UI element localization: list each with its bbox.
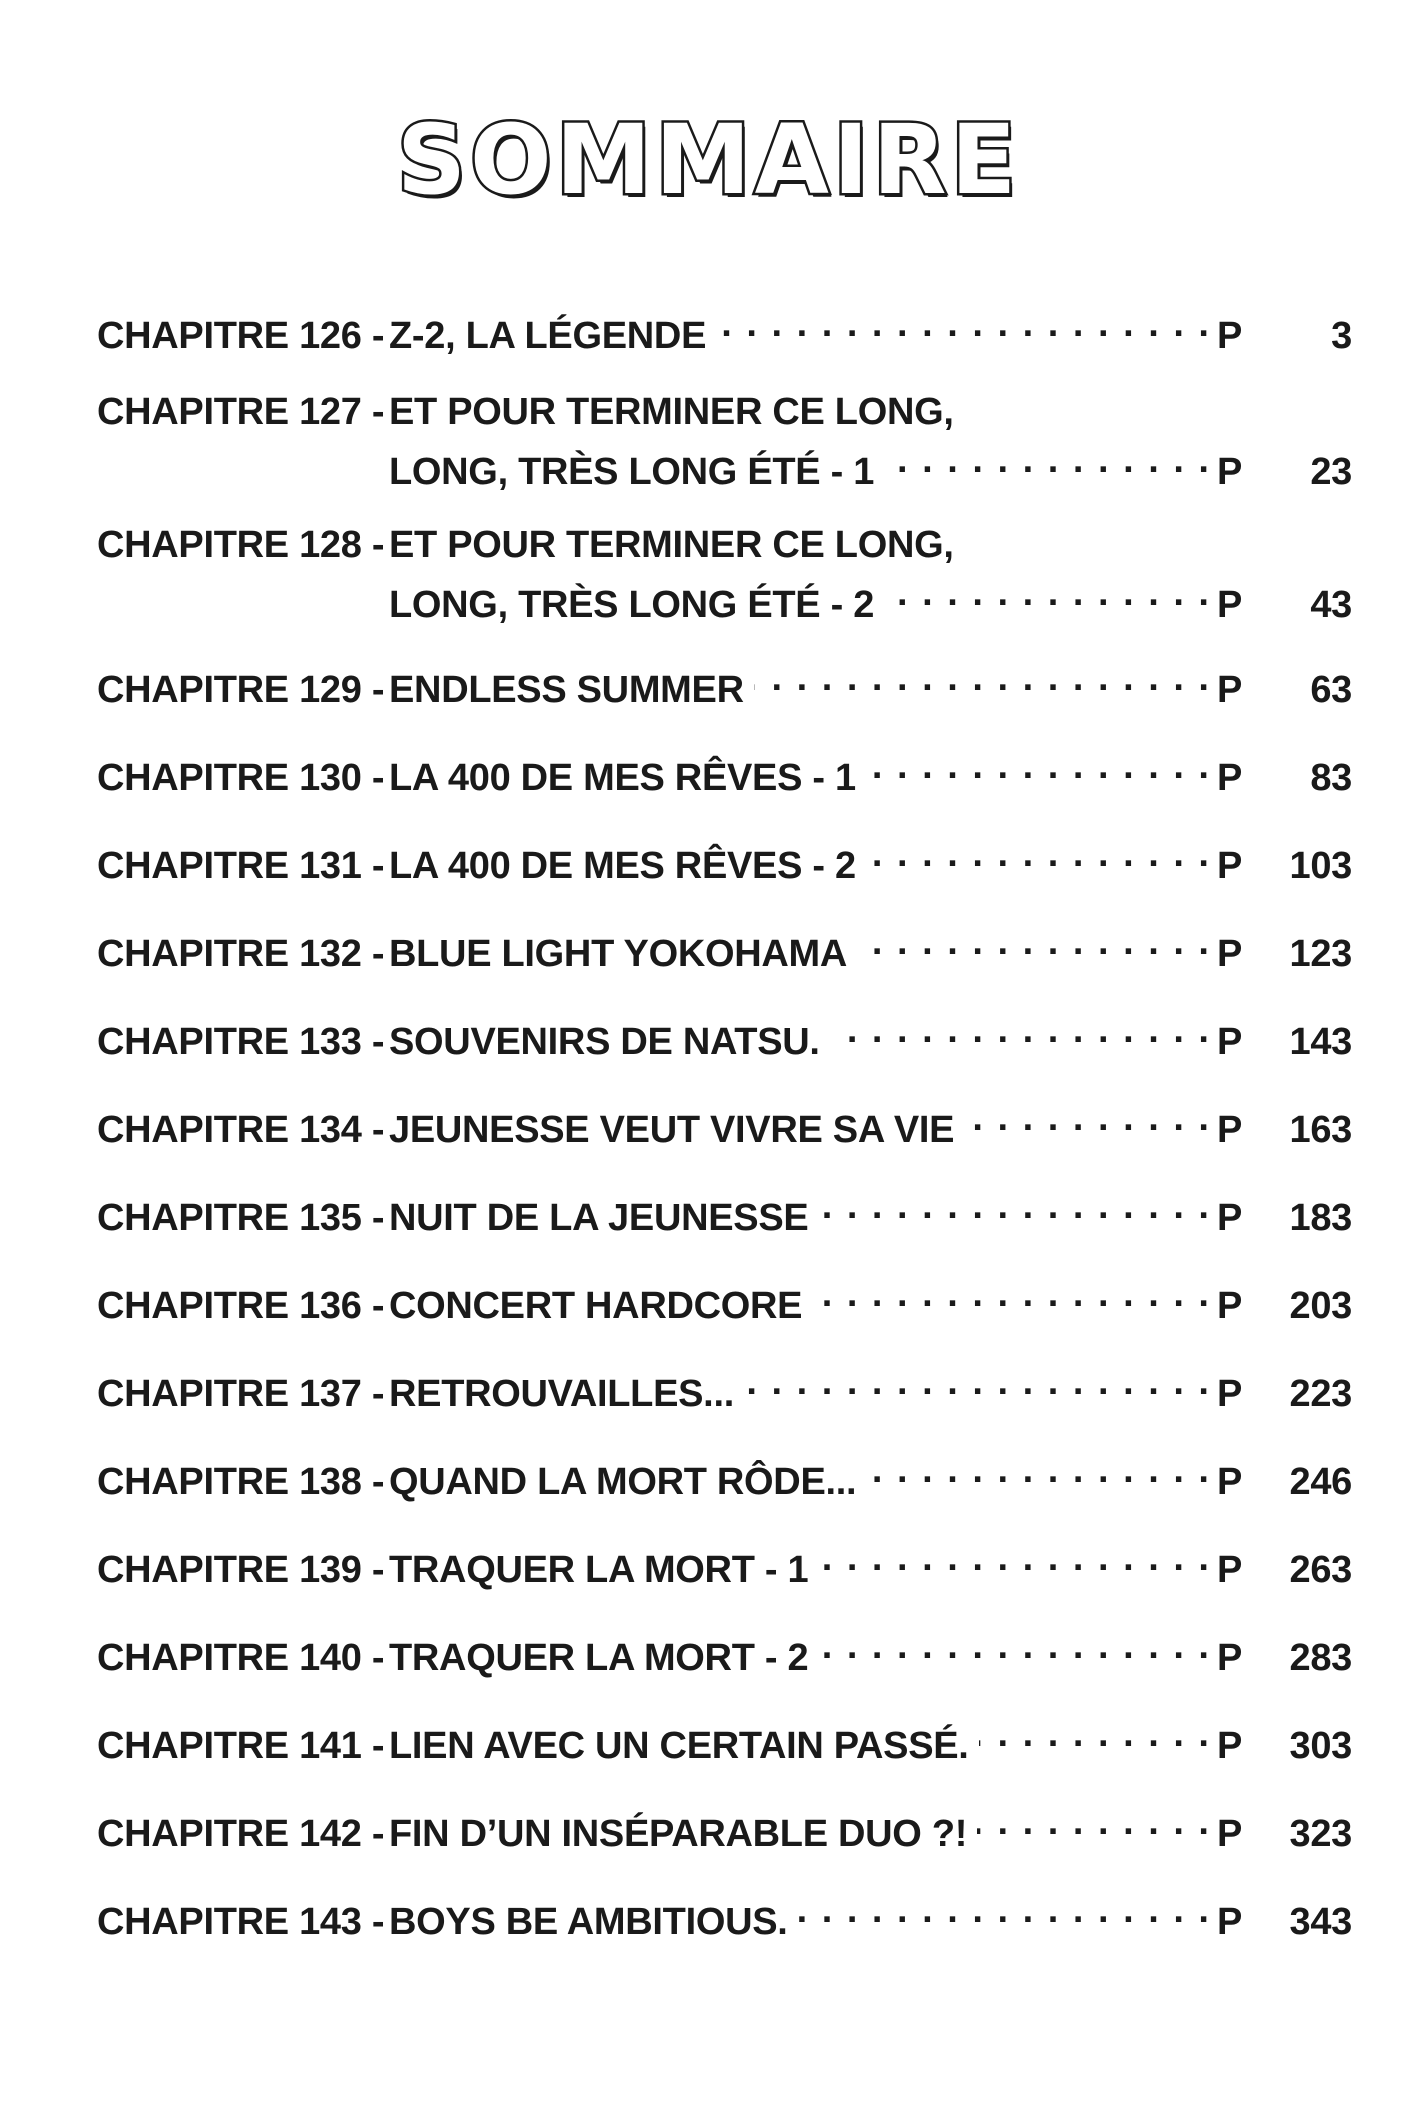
chapter-number: CHAPITRE 139 - (97, 1549, 385, 1591)
chapter-title: NUIT DE LA JEUNESSE (389, 1197, 809, 1239)
chapter-number: CHAPITRE 128 - (97, 524, 385, 566)
page-title: SOMMAIRE (396, 104, 1021, 216)
toc-entry-line (97, 1622, 1352, 1679)
chapter-title: JEUNESSE VEUT VIVRE SA VIE (389, 1109, 955, 1151)
chapter-title: TRAQUER LA MORT - 1 (389, 1549, 809, 1591)
chapter-title: FIN D’UN INSÉPARABLE DUO ?! (389, 1813, 968, 1855)
page-marker: P (1217, 1373, 1243, 1415)
chapter-number: CHAPITRE 131 - (97, 845, 385, 887)
chapter-number: CHAPITRE 135 - (97, 1197, 385, 1239)
dot-leader (818, 1182, 1211, 1230)
dot-leader (857, 918, 1211, 966)
dot-leader (884, 436, 1211, 484)
chapter-number: CHAPITRE 141 - (97, 1725, 385, 1767)
toc-entry-line (97, 1270, 1352, 1327)
chapter-number: CHAPITRE 142 - (97, 1813, 385, 1855)
toc-entry (97, 1446, 1352, 1534)
toc-entry (97, 521, 1352, 654)
dot-leader (866, 742, 1211, 790)
page-number: 3 (1331, 315, 1352, 357)
dot-leader (812, 1270, 1211, 1318)
toc-entry-line (97, 742, 1352, 799)
chapter-title: CONCERT HARDCORE (389, 1285, 803, 1327)
chapter-number: CHAPITRE 134 - (97, 1109, 385, 1151)
page-marker: P (1217, 451, 1243, 493)
dot-leader (964, 1094, 1211, 1142)
toc-entry-line (97, 388, 1352, 436)
page-number: 223 (1289, 1373, 1352, 1415)
toc-entry (97, 918, 1352, 1006)
page-marker: P (1217, 584, 1243, 626)
toc-entry-line (97, 1446, 1352, 1503)
dot-leader (884, 569, 1211, 617)
page-marker: P (1217, 315, 1243, 357)
chapter-title: ENDLESS SUMMER (389, 669, 744, 711)
chapter-title: QUAND LA MORT RÔDE... (389, 1461, 857, 1503)
chapter-title: LA 400 DE MES RÊVES - 1 (389, 757, 856, 799)
chapter-number: CHAPITRE 132 - (97, 933, 385, 975)
table-of-contents (97, 300, 1352, 1974)
toc-entry-line (97, 436, 1352, 493)
page-marker: P (1217, 669, 1243, 711)
page-number: 83 (1310, 757, 1352, 799)
page-number: 203 (1289, 1285, 1352, 1327)
dot-leader (818, 1534, 1211, 1582)
toc-entry-line (97, 1886, 1352, 1943)
toc-entry-line (97, 521, 1352, 569)
page-marker: P (1217, 1725, 1243, 1767)
page-number: 103 (1289, 845, 1352, 887)
chapter-title: ET POUR TERMINER CE LONG, (389, 391, 954, 433)
page-number: 343 (1289, 1901, 1352, 1943)
page-marker: P (1217, 1109, 1243, 1151)
page-marker: P (1217, 1549, 1243, 1591)
toc-entry-line (97, 1534, 1352, 1591)
toc-entry-line (97, 1006, 1352, 1063)
toc-entry-line (97, 918, 1352, 975)
page-number: 143 (1289, 1021, 1352, 1063)
page-marker: P (1217, 1901, 1243, 1943)
toc-entry (97, 1886, 1352, 1974)
page-marker: P (1217, 757, 1243, 799)
chapter-title: RETROUVAILLES... (389, 1373, 734, 1415)
chapter-title: Z-2, LA LÉGENDE (389, 315, 707, 357)
chapter-number: CHAPITRE 140 - (97, 1637, 385, 1679)
page-number: 123 (1289, 933, 1352, 975)
toc-entry (97, 1270, 1352, 1358)
dot-leader (716, 300, 1211, 348)
page-number: 283 (1289, 1637, 1352, 1679)
chapter-title: ET POUR TERMINER CE LONG, (389, 524, 954, 566)
chapter-title: LIEN AVEC UN CERTAIN PASSÉ. (389, 1725, 969, 1767)
chapter-number: CHAPITRE 137 - (97, 1373, 385, 1415)
toc-entry-line (97, 1710, 1352, 1767)
page-number: 23 (1310, 451, 1352, 493)
toc-entry-line (97, 300, 1352, 357)
dot-leader (798, 1886, 1211, 1934)
toc-entry (97, 1182, 1352, 1270)
toc-entry (97, 300, 1352, 388)
chapter-number: CHAPITRE 126 - (97, 315, 385, 357)
chapter-number: CHAPITRE 138 - (97, 1461, 385, 1503)
dot-leader (818, 1622, 1211, 1670)
chapter-number: CHAPITRE 133 - (97, 1021, 385, 1063)
toc-entry (97, 1006, 1352, 1094)
chapter-title: LA 400 DE MES RÊVES - 2 (389, 845, 856, 887)
chapter-number: CHAPITRE 143 - (97, 1901, 385, 1943)
page-marker: P (1217, 1813, 1243, 1855)
toc-entry (97, 388, 1352, 521)
toc-entry (97, 830, 1352, 918)
toc-entry-line (97, 1182, 1352, 1239)
toc-entry-line (97, 1094, 1352, 1151)
dot-leader (754, 654, 1211, 702)
toc-entry-line (97, 569, 1352, 626)
dot-leader (866, 1446, 1211, 1494)
chapter-number: CHAPITRE 129 - (97, 669, 385, 711)
page-marker: P (1217, 1461, 1243, 1503)
toc-entry (97, 1798, 1352, 1886)
chapter-number: CHAPITRE 127 - (97, 391, 385, 433)
dot-leader (977, 1798, 1211, 1846)
chapter-title: TRAQUER LA MORT - 2 (389, 1637, 809, 1679)
page-marker: P (1217, 1021, 1243, 1063)
page-marker: P (1217, 1637, 1243, 1679)
chapter-number: CHAPITRE 136 - (97, 1285, 385, 1327)
chapter-title: LONG, TRÈS LONG ÉTÉ - 1 (389, 451, 875, 493)
page-marker: P (1217, 845, 1243, 887)
dot-leader (866, 830, 1211, 878)
dot-leader (744, 1358, 1211, 1406)
page-number: 323 (1289, 1813, 1352, 1855)
chapter-title: BLUE LIGHT YOKOHAMA (389, 933, 848, 975)
page-number: 43 (1310, 584, 1352, 626)
dot-leader (979, 1710, 1211, 1758)
toc-entry-line (97, 1358, 1352, 1415)
page-number: 183 (1289, 1197, 1352, 1239)
toc-entry (97, 1534, 1352, 1622)
toc-entry (97, 1622, 1352, 1710)
chapter-title: SOUVENIRS DE NATSU. (389, 1021, 820, 1063)
page-number: 63 (1310, 669, 1352, 711)
page-number: 263 (1289, 1549, 1352, 1591)
toc-entry (97, 1710, 1352, 1798)
page-number: 163 (1289, 1109, 1352, 1151)
chapter-title: LONG, TRÈS LONG ÉTÉ - 2 (389, 584, 875, 626)
toc-entry-line (97, 1798, 1352, 1855)
toc-entry (97, 654, 1352, 742)
page-marker: P (1217, 933, 1243, 975)
page-number: 303 (1289, 1725, 1352, 1767)
toc-entry (97, 1094, 1352, 1182)
chapter-title: BOYS BE AMBITIOUS. (389, 1901, 788, 1943)
toc-entry (97, 742, 1352, 830)
title-area (0, 100, 1417, 220)
dot-leader (830, 1006, 1211, 1054)
page-marker: P (1217, 1285, 1243, 1327)
toc-entry (97, 1358, 1352, 1446)
toc-entry-line (97, 830, 1352, 887)
toc-entry-line (97, 654, 1352, 711)
page-marker: P (1217, 1197, 1243, 1239)
chapter-number: CHAPITRE 130 - (97, 757, 385, 799)
page-number: 246 (1289, 1461, 1352, 1503)
